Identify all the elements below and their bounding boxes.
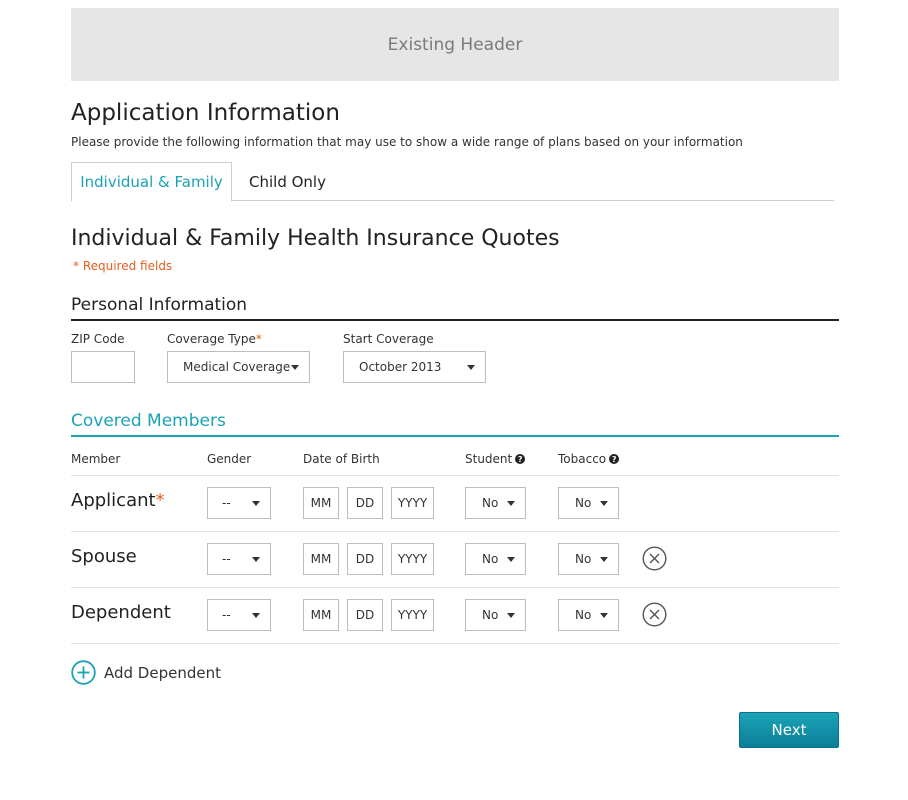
member-label-text: Applicant — [71, 490, 156, 511]
coverage-type-select[interactable] — [167, 351, 310, 383]
dob-year-input-applicant[interactable] — [391, 487, 434, 519]
column-header-dob — [303, 452, 380, 466]
tab-bar — [71, 162, 834, 201]
member-label-applicant — [71, 490, 165, 511]
dob-year-input-spouse[interactable] — [391, 543, 434, 575]
help-icon[interactable]: ? — [609, 454, 619, 464]
coverage-type-value: Medical Coverage — [183, 360, 291, 374]
column-header-student — [465, 452, 525, 466]
zip-code-input[interactable] — [71, 351, 135, 383]
page-description: Please provide the following information that may use to show a wide range of plans based on your information — [71, 135, 743, 149]
dob-day-placeholder: DD — [355, 496, 375, 510]
next-button[interactable] — [739, 712, 839, 748]
column-header-tobacco — [558, 452, 619, 466]
gender-select-dependent[interactable] — [207, 599, 271, 631]
start-coverage-value: October 2013 — [359, 360, 442, 374]
member-label-spouse: Spouse — [71, 546, 137, 567]
next-button-label: Next — [771, 721, 807, 739]
coverage-type-label-text: Coverage Type — [167, 332, 256, 346]
chevron-down-icon — [507, 501, 515, 506]
dob-day-placeholder: DD — [355, 552, 375, 566]
plus-circle-icon — [71, 660, 96, 685]
dob-year-input-dependent[interactable] — [391, 599, 434, 631]
student-value: No — [482, 496, 499, 510]
student-value: No — [482, 608, 499, 622]
tab-individual-family[interactable] — [71, 162, 232, 202]
column-header-text: Student — [465, 452, 513, 466]
chevron-down-icon — [252, 613, 260, 618]
required-asterisk: * — [255, 332, 262, 346]
column-header-member — [71, 452, 120, 466]
dob-month-placeholder: MM — [310, 496, 332, 510]
add-dependent-button[interactable] — [71, 660, 221, 685]
required-fields-note: * Required fields — [73, 259, 173, 273]
existing-header — [71, 8, 839, 81]
dob-day-placeholder: DD — [355, 608, 375, 622]
required-asterisk: * — [155, 490, 165, 511]
row-divider — [71, 531, 839, 532]
gender-value: -- — [222, 608, 231, 622]
chevron-down-icon — [507, 557, 515, 562]
dob-month-input-dependent[interactable] — [303, 599, 339, 631]
column-header-text: Date of Birth — [303, 452, 380, 466]
personal-information-heading: Personal Information — [71, 295, 839, 321]
tobacco-value: No — [575, 552, 592, 566]
student-select-dependent[interactable] — [465, 599, 526, 631]
start-coverage-select[interactable] — [343, 351, 486, 383]
remove-spouse-close-icon[interactable] — [642, 546, 667, 571]
dob-month-input-applicant[interactable] — [303, 487, 339, 519]
tab-label: Individual & Family — [80, 173, 223, 191]
column-header-text: Tobacco — [558, 452, 607, 466]
chevron-down-icon — [600, 501, 608, 506]
row-divider — [71, 643, 839, 644]
quotes-title: Individual & Family Health Insurance Quotes — [71, 226, 560, 251]
dob-day-input-spouse[interactable] — [347, 543, 383, 575]
row-divider — [71, 587, 839, 588]
coverage-type-label — [167, 332, 262, 346]
gender-value: -- — [222, 552, 231, 566]
student-value: No — [482, 552, 499, 566]
chevron-down-icon — [252, 557, 260, 562]
remove-dependent-close-icon[interactable] — [642, 602, 667, 627]
dob-year-placeholder: YYYY — [397, 496, 428, 510]
dob-month-placeholder: MM — [310, 608, 332, 622]
zip-code-label: ZIP Code — [71, 332, 125, 346]
chevron-down-icon — [252, 501, 260, 506]
header-text: Existing Header — [387, 34, 523, 55]
column-header-text: Member — [71, 452, 121, 466]
tobacco-select-dependent[interactable] — [558, 599, 619, 631]
tab-child-only[interactable] — [249, 162, 326, 201]
tobacco-select-applicant[interactable] — [558, 487, 619, 519]
gender-value: -- — [222, 496, 231, 510]
start-coverage-label: Start Coverage — [343, 332, 434, 346]
tab-label: Child Only — [249, 172, 326, 191]
student-select-spouse[interactable] — [465, 543, 526, 575]
dob-day-input-dependent[interactable] — [347, 599, 383, 631]
chevron-down-icon — [467, 365, 475, 370]
dob-year-placeholder: YYYY — [397, 608, 428, 622]
tobacco-select-spouse[interactable] — [558, 543, 619, 575]
chevron-down-icon — [507, 613, 515, 618]
column-header-gender — [207, 452, 251, 466]
gender-select-spouse[interactable] — [207, 543, 271, 575]
dob-day-input-applicant[interactable] — [347, 487, 383, 519]
student-select-applicant[interactable] — [465, 487, 526, 519]
gender-select-applicant[interactable] — [207, 487, 271, 519]
column-header-text: Gender — [207, 452, 252, 466]
add-dependent-label: Add Dependent — [104, 663, 221, 682]
row-divider — [71, 475, 839, 476]
chevron-down-icon — [291, 365, 299, 370]
chevron-down-icon — [600, 557, 608, 562]
tobacco-value: No — [575, 608, 592, 622]
tobacco-value: No — [575, 496, 592, 510]
chevron-down-icon — [600, 613, 608, 618]
member-label-dependent: Dependent — [71, 602, 171, 623]
help-icon[interactable]: ? — [515, 454, 525, 464]
covered-members-heading: Covered Members — [71, 411, 839, 437]
dob-year-placeholder: YYYY — [397, 552, 428, 566]
page-title: Application Information — [71, 100, 340, 126]
dob-month-placeholder: MM — [310, 552, 332, 566]
dob-month-input-spouse[interactable] — [303, 543, 339, 575]
